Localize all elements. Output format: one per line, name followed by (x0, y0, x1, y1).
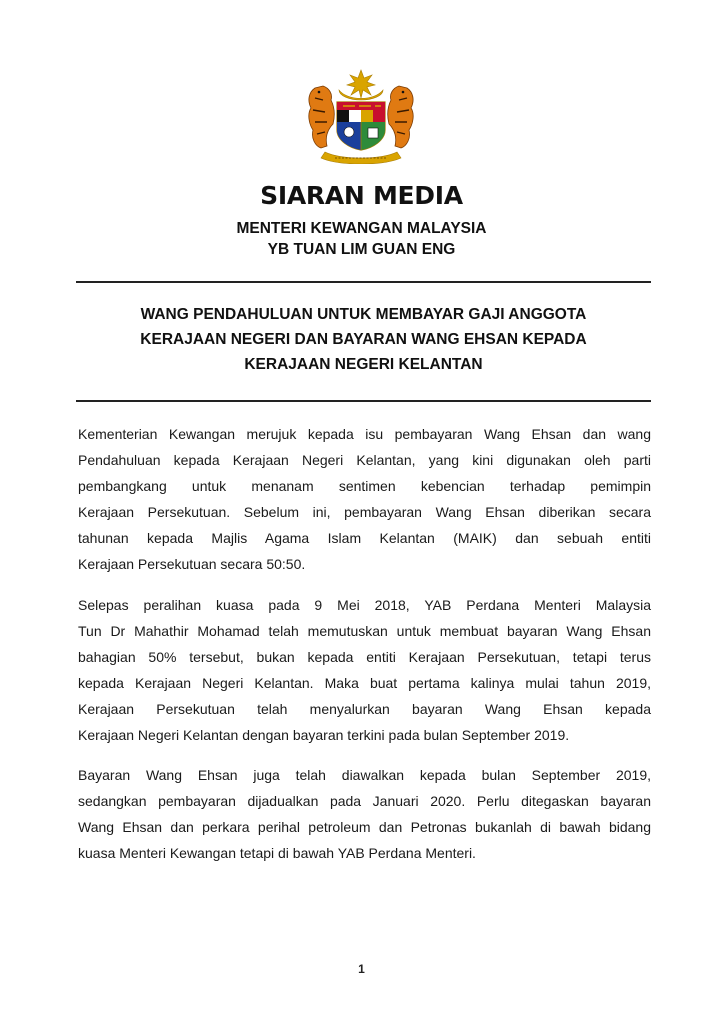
coat-of-arms-icon (301, 68, 421, 164)
ministry-name: MENTERI KEWANGAN MALAYSIA (236, 220, 487, 237)
paragraph-line: sedangkan pembayaran dijadualkan pada Januari 2020. Perlu ditegaskan bayaran (78, 793, 651, 809)
paragraph-line: bahagian 50% tersebut, bukan kepada entiti Kerajaan Persekutuan, tetapi terus (78, 649, 651, 665)
left-tiger (309, 86, 334, 148)
paragraph-line: kepada Kerajaan Negeri Kelantan. Maka buat pertama kalinya mulai tahun 2019, (78, 675, 651, 691)
headline-line: KERAJAAN NEGERI DAN BAYARAN WANG EHSAN KEPADA (140, 331, 587, 348)
page-number: 1 (358, 962, 365, 976)
shield (337, 102, 385, 150)
paragraph-line: Tun Dr Mahathir Mohamad telah memutuskan untuk membuat bayaran Wang Ehsan (78, 623, 651, 639)
motto-scroll (321, 152, 401, 164)
paragraph-line: kuasa Menteri Kewangan tetapi di bawah YAB Perdana Menteri. (78, 845, 476, 861)
right-tiger (388, 86, 413, 148)
paragraph-line: Wang Ehsan dan perkara perihal petroleum dan Petronas bukanlah di bawah bidang (78, 819, 651, 835)
minister-name: YB TUAN LIM GUAN ENG (267, 241, 456, 258)
paragraph-line: tahunan kepada Majlis Agama Islam Kelantan (MAIK) dan sebuah entiti (78, 530, 651, 546)
paragraph-line: pembangkang untuk menanam sentimen kebencian terhadap pemimpin (78, 478, 651, 494)
paragraph-line: Kementerian Kewangan merujuk kepada isu pembayaran Wang Ehsan dan wang (78, 426, 651, 442)
headline-line: WANG PENDAHULUAN UNTUK MEMBAYAR GAJI ANGGOTA (140, 306, 587, 323)
federal-star (347, 70, 375, 98)
paragraph-line: Kerajaan Persekutuan secara 50:50. (78, 556, 306, 572)
headline-divider (76, 400, 651, 402)
press-release-title: SIARAN MEDIA (260, 181, 463, 210)
headline-line: KERAJAAN NEGERI KELANTAN (244, 356, 483, 373)
paragraph-line: Selepas peralihan kuasa pada 9 Mei 2018, YAB Perdana Menteri Malaysia (78, 597, 651, 613)
paragraph-line: Kerajaan Persekutuan. Sebelum ini, pembayaran Wang Ehsan diberikan secara (78, 504, 651, 520)
paragraph-line: Kerajaan Persekutuan telah menyalurkan bayaran Wang Ehsan kepada (78, 701, 651, 717)
paragraph-line: Pendahuluan kepada Kerajaan Negeri Kelantan, yang kini digunakan oleh parti (78, 452, 651, 468)
header-divider (76, 281, 651, 283)
paragraph-line: Bayaran Wang Ehsan juga telah diawalkan kepada bulan September 2019, (78, 767, 651, 783)
paragraph-line: Kerajaan Negeri Kelantan dengan bayaran terkini pada bulan September 2019. (78, 727, 570, 743)
